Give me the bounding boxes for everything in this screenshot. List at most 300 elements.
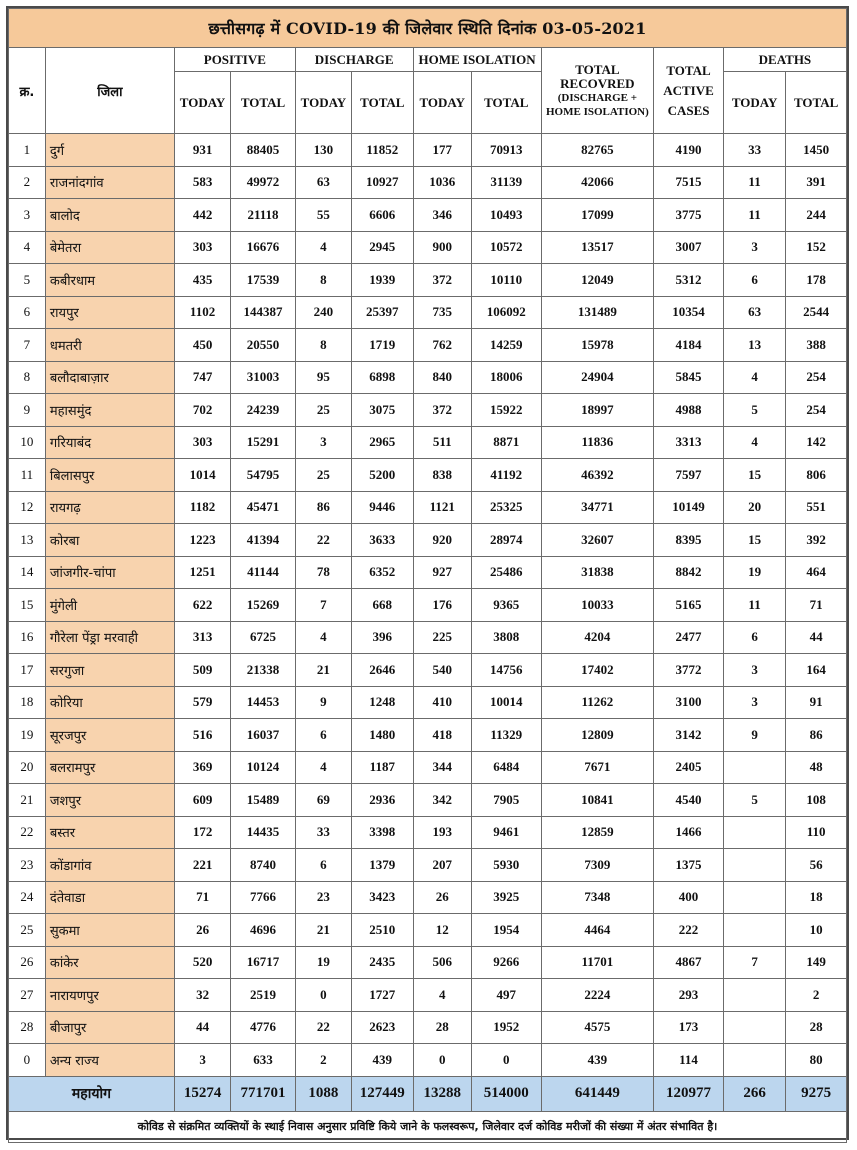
active-cases: 8395	[654, 524, 724, 557]
table-row	[9, 881, 847, 914]
table-row	[9, 1044, 847, 1077]
district-name: बालोद	[45, 199, 174, 232]
total-recovered: 2224	[541, 979, 654, 1012]
positive-total: 16037	[231, 719, 296, 752]
positive-today: 1182	[174, 491, 230, 524]
discharge-total: 2510	[352, 914, 413, 947]
district-name: बिलासपुर	[45, 459, 174, 492]
serial-no: 13	[9, 524, 46, 557]
table-row	[9, 264, 847, 297]
deaths-total: 91	[786, 686, 847, 719]
district-name: बेमेतरा	[45, 231, 174, 264]
home-isolation-total: 9461	[471, 816, 541, 849]
discharge-total: 3423	[352, 881, 413, 914]
deaths-today: 33	[723, 134, 785, 167]
deaths-today: 11	[723, 589, 785, 622]
positive-today: 609	[174, 784, 230, 817]
table-row	[9, 979, 847, 1012]
active-cases: 1466	[654, 816, 724, 849]
discharge-today: 23	[295, 881, 351, 914]
discharge-total: 1719	[352, 329, 413, 362]
serial-no: 17	[9, 654, 46, 687]
deaths-today: 3	[723, 231, 785, 264]
positive-total: 14453	[231, 686, 296, 719]
district-name: दुर्ग	[45, 134, 174, 167]
table-row	[9, 426, 847, 459]
table-row	[9, 134, 847, 167]
discharge-today: 69	[295, 784, 351, 817]
active-cases: 3775	[654, 199, 724, 232]
total-recovered: 46392	[541, 459, 654, 492]
home-isolation-total: 31139	[471, 166, 541, 199]
deaths-total: 164	[786, 654, 847, 687]
total-recovered: 15978	[541, 329, 654, 362]
district-name: कांकेर	[45, 946, 174, 979]
discharge-today: 19	[295, 946, 351, 979]
discharge-today: 4	[295, 621, 351, 654]
home-isolation-today: 1121	[413, 491, 471, 524]
positive-today: 622	[174, 589, 230, 622]
grand-total-positive-total: 771701	[231, 1076, 296, 1111]
active-cases: 7515	[654, 166, 724, 199]
positive-today: 303	[174, 426, 230, 459]
table-row	[9, 719, 847, 752]
total-recovered: 11701	[541, 946, 654, 979]
positive-total: 8740	[231, 849, 296, 882]
home-isolation-today: 735	[413, 296, 471, 329]
deaths-total: 178	[786, 264, 847, 297]
deaths-today: 5	[723, 784, 785, 817]
deaths-total: 28	[786, 1011, 847, 1044]
positive-today: 442	[174, 199, 230, 232]
deaths-today: 20	[723, 491, 785, 524]
serial-no: 5	[9, 264, 46, 297]
table-row	[9, 296, 847, 329]
positive-total: 10124	[231, 751, 296, 784]
deaths-total: 152	[786, 231, 847, 264]
active-cases: 2405	[654, 751, 724, 784]
discharge-total: 10927	[352, 166, 413, 199]
header-active-line2: ACTIVE	[663, 82, 714, 98]
table-row	[9, 394, 847, 427]
positive-total: 15269	[231, 589, 296, 622]
positive-total: 24239	[231, 394, 296, 427]
total-recovered: 439	[541, 1044, 654, 1077]
deaths-total: 149	[786, 946, 847, 979]
discharge-total: 6352	[352, 556, 413, 589]
positive-total: 88405	[231, 134, 296, 167]
positive-total: 49972	[231, 166, 296, 199]
active-cases: 114	[654, 1044, 724, 1077]
district-name: बलौदाबाज़ार	[45, 361, 174, 394]
discharge-today: 6	[295, 719, 351, 752]
total-recovered: 4464	[541, 914, 654, 947]
total-recovered: 31838	[541, 556, 654, 589]
grand-total-recovered: 641449	[541, 1076, 654, 1111]
active-cases: 3100	[654, 686, 724, 719]
positive-today: 303	[174, 231, 230, 264]
deaths-total: 244	[786, 199, 847, 232]
deaths-total: 254	[786, 361, 847, 394]
header-active-line3: CASES	[667, 102, 710, 118]
home-isolation-today: 12	[413, 914, 471, 947]
deaths-today	[723, 979, 785, 1012]
positive-total: 45471	[231, 491, 296, 524]
serial-no: 8	[9, 361, 46, 394]
header-positive-today: TODAY	[174, 72, 230, 134]
table-row	[9, 784, 847, 817]
total-recovered: 12049	[541, 264, 654, 297]
grand-total-home-total: 514000	[471, 1076, 541, 1111]
total-recovered: 4204	[541, 621, 654, 654]
deaths-total: 10	[786, 914, 847, 947]
total-recovered: 10033	[541, 589, 654, 622]
active-cases: 173	[654, 1011, 724, 1044]
positive-total: 54795	[231, 459, 296, 492]
active-cases: 4988	[654, 394, 724, 427]
home-isolation-total: 70913	[471, 134, 541, 167]
table-row	[9, 589, 847, 622]
active-cases: 3772	[654, 654, 724, 687]
home-isolation-total: 497	[471, 979, 541, 1012]
positive-total: 21338	[231, 654, 296, 687]
total-recovered: 131489	[541, 296, 654, 329]
table-row	[9, 654, 847, 687]
positive-total: 41394	[231, 524, 296, 557]
active-cases: 3142	[654, 719, 724, 752]
table-row	[9, 946, 847, 979]
discharge-total: 5200	[352, 459, 413, 492]
grand-total-deaths-total: 9275	[786, 1076, 847, 1111]
discharge-total: 6606	[352, 199, 413, 232]
deaths-total: 18	[786, 881, 847, 914]
header-total-recovered-line4: HOME ISOLATION)	[545, 105, 649, 118]
positive-total: 15291	[231, 426, 296, 459]
home-isolation-total: 25325	[471, 491, 541, 524]
positive-total: 20550	[231, 329, 296, 362]
total-recovered: 7309	[541, 849, 654, 882]
deaths-today	[723, 914, 785, 947]
serial-no: 16	[9, 621, 46, 654]
deaths-today	[723, 1011, 785, 1044]
report-title: छत्तीसगढ़ में COVID-19 की जिलेवार स्थिति दिनांक 03-05-2021	[9, 9, 847, 48]
positive-total: 4776	[231, 1011, 296, 1044]
discharge-total: 1727	[352, 979, 413, 1012]
table-row	[9, 686, 847, 719]
serial-no: 10	[9, 426, 46, 459]
active-cases: 4540	[654, 784, 724, 817]
total-recovered: 12859	[541, 816, 654, 849]
table-row	[9, 166, 847, 199]
discharge-total: 2623	[352, 1011, 413, 1044]
positive-total: 6725	[231, 621, 296, 654]
active-cases: 10149	[654, 491, 724, 524]
district-name: रायपुर	[45, 296, 174, 329]
total-recovered: 82765	[541, 134, 654, 167]
active-cases: 4867	[654, 946, 724, 979]
positive-today: 26	[174, 914, 230, 947]
serial-no: 6	[9, 296, 46, 329]
home-isolation-today: 418	[413, 719, 471, 752]
discharge-total: 1379	[352, 849, 413, 882]
serial-no: 26	[9, 946, 46, 979]
header-total-recovered-line3: (DISCHARGE +	[557, 91, 638, 104]
district-name: अन्य राज्य	[45, 1044, 174, 1077]
district-name: कबीरधाम	[45, 264, 174, 297]
table-row	[9, 524, 847, 557]
positive-today: 516	[174, 719, 230, 752]
grand-total-active: 120977	[654, 1076, 724, 1111]
table-row	[9, 199, 847, 232]
home-isolation-total: 5930	[471, 849, 541, 882]
district-status-table	[8, 8, 847, 1143]
deaths-today: 5	[723, 394, 785, 427]
discharge-total: 2435	[352, 946, 413, 979]
total-recovered: 18997	[541, 394, 654, 427]
active-cases: 293	[654, 979, 724, 1012]
grand-total-home-today: 13288	[413, 1076, 471, 1111]
discharge-total: 2965	[352, 426, 413, 459]
total-recovered: 17402	[541, 654, 654, 687]
discharge-today: 86	[295, 491, 351, 524]
district-rows	[9, 134, 847, 1077]
total-recovered: 17099	[541, 199, 654, 232]
home-isolation-total: 9365	[471, 589, 541, 622]
discharge-today: 22	[295, 524, 351, 557]
grand-total-deaths-today: 266	[723, 1076, 785, 1111]
district-name: राजनांदगांव	[45, 166, 174, 199]
serial-no: 7	[9, 329, 46, 362]
discharge-total: 396	[352, 621, 413, 654]
positive-today: 3	[174, 1044, 230, 1077]
deaths-total: 44	[786, 621, 847, 654]
deaths-today: 6	[723, 621, 785, 654]
serial-no: 11	[9, 459, 46, 492]
home-isolation-today: 927	[413, 556, 471, 589]
positive-total: 31003	[231, 361, 296, 394]
home-isolation-today: 372	[413, 264, 471, 297]
header-discharge: DISCHARGE	[295, 48, 413, 72]
deaths-today: 4	[723, 426, 785, 459]
header-total-recovered-line2: RECOVRED	[560, 75, 635, 91]
home-isolation-total: 25486	[471, 556, 541, 589]
deaths-today: 15	[723, 524, 785, 557]
home-isolation-today: 762	[413, 329, 471, 362]
discharge-today: 130	[295, 134, 351, 167]
discharge-total: 25397	[352, 296, 413, 329]
deaths-total: 56	[786, 849, 847, 882]
active-cases: 4190	[654, 134, 724, 167]
table-row	[9, 459, 847, 492]
home-isolation-total: 106092	[471, 296, 541, 329]
home-isolation-total: 15922	[471, 394, 541, 427]
discharge-today: 4	[295, 751, 351, 784]
district-name: कोंडागांव	[45, 849, 174, 882]
active-cases: 1375	[654, 849, 724, 882]
home-isolation-total: 11329	[471, 719, 541, 752]
active-cases: 3007	[654, 231, 724, 264]
total-recovered: 11262	[541, 686, 654, 719]
deaths-total: 86	[786, 719, 847, 752]
serial-no: 24	[9, 881, 46, 914]
positive-today: 583	[174, 166, 230, 199]
header-discharge-today: TODAY	[295, 72, 351, 134]
serial-no: 18	[9, 686, 46, 719]
grand-total-positive-today: 15274	[174, 1076, 230, 1111]
header-sno: क्र.	[9, 48, 46, 134]
home-isolation-total: 28974	[471, 524, 541, 557]
district-name: बीजापुर	[45, 1011, 174, 1044]
deaths-total: 108	[786, 784, 847, 817]
positive-today: 71	[174, 881, 230, 914]
deaths-total: 254	[786, 394, 847, 427]
active-cases: 4184	[654, 329, 724, 362]
grand-total-discharge-today: 1088	[295, 1076, 351, 1111]
total-recovered: 24904	[541, 361, 654, 394]
home-isolation-today: 177	[413, 134, 471, 167]
district-name: रायगढ़	[45, 491, 174, 524]
table-row	[9, 621, 847, 654]
discharge-total: 1480	[352, 719, 413, 752]
positive-today: 1223	[174, 524, 230, 557]
serial-no: 23	[9, 849, 46, 882]
home-isolation-total: 10110	[471, 264, 541, 297]
serial-no: 4	[9, 231, 46, 264]
positive-total: 2519	[231, 979, 296, 1012]
positive-today: 221	[174, 849, 230, 882]
serial-no: 27	[9, 979, 46, 1012]
positive-total: 4696	[231, 914, 296, 947]
discharge-today: 2	[295, 1044, 351, 1077]
positive-today: 579	[174, 686, 230, 719]
discharge-today: 22	[295, 1011, 351, 1044]
active-cases: 3313	[654, 426, 724, 459]
table-row	[9, 849, 847, 882]
total-recovered: 4575	[541, 1011, 654, 1044]
positive-today: 509	[174, 654, 230, 687]
deaths-total: 464	[786, 556, 847, 589]
home-isolation-today: 344	[413, 751, 471, 784]
discharge-total: 9446	[352, 491, 413, 524]
district-name: मुंगेली	[45, 589, 174, 622]
home-isolation-today: 920	[413, 524, 471, 557]
home-isolation-today: 342	[413, 784, 471, 817]
district-name: सुकमा	[45, 914, 174, 947]
discharge-today: 25	[295, 394, 351, 427]
positive-today: 369	[174, 751, 230, 784]
discharge-total: 3075	[352, 394, 413, 427]
active-cases: 10354	[654, 296, 724, 329]
serial-no: 14	[9, 556, 46, 589]
positive-today: 435	[174, 264, 230, 297]
home-isolation-total: 1952	[471, 1011, 541, 1044]
district-name: बलरामपुर	[45, 751, 174, 784]
discharge-today: 21	[295, 654, 351, 687]
positive-today: 931	[174, 134, 230, 167]
active-cases: 7597	[654, 459, 724, 492]
home-isolation-today: 176	[413, 589, 471, 622]
grand-total-discharge-total: 127449	[352, 1076, 413, 1111]
home-isolation-today: 1036	[413, 166, 471, 199]
deaths-total: 806	[786, 459, 847, 492]
discharge-total: 3398	[352, 816, 413, 849]
home-isolation-today: 506	[413, 946, 471, 979]
home-isolation-today: 410	[413, 686, 471, 719]
grand-total-label: महायोग	[9, 1076, 175, 1111]
total-recovered: 12809	[541, 719, 654, 752]
total-recovered: 7348	[541, 881, 654, 914]
deaths-total: 80	[786, 1044, 847, 1077]
discharge-total: 3633	[352, 524, 413, 557]
positive-total: 633	[231, 1044, 296, 1077]
active-cases: 400	[654, 881, 724, 914]
discharge-today: 0	[295, 979, 351, 1012]
serial-no: 9	[9, 394, 46, 427]
deaths-today: 9	[723, 719, 785, 752]
discharge-today: 95	[295, 361, 351, 394]
home-isolation-total: 10014	[471, 686, 541, 719]
discharge-today: 78	[295, 556, 351, 589]
active-cases: 5312	[654, 264, 724, 297]
discharge-total: 2936	[352, 784, 413, 817]
serial-no: 0	[9, 1044, 46, 1077]
total-recovered: 10841	[541, 784, 654, 817]
home-isolation-today: 372	[413, 394, 471, 427]
deaths-total: 388	[786, 329, 847, 362]
deaths-total: 48	[786, 751, 847, 784]
home-isolation-total: 8871	[471, 426, 541, 459]
deaths-total: 2544	[786, 296, 847, 329]
discharge-total: 1248	[352, 686, 413, 719]
district-name: जशपुर	[45, 784, 174, 817]
header-deaths-total: TOTAL	[786, 72, 847, 134]
home-isolation-today: 28	[413, 1011, 471, 1044]
header-home-total: TOTAL	[471, 72, 541, 134]
serial-no: 15	[9, 589, 46, 622]
home-isolation-today: 840	[413, 361, 471, 394]
discharge-today: 21	[295, 914, 351, 947]
header-district: जिला	[45, 48, 174, 134]
district-name: कोरिया	[45, 686, 174, 719]
home-isolation-today: 540	[413, 654, 471, 687]
header-positive-total: TOTAL	[231, 72, 296, 134]
home-isolation-total: 14756	[471, 654, 541, 687]
discharge-today: 4	[295, 231, 351, 264]
serial-no: 2	[9, 166, 46, 199]
deaths-total: 391	[786, 166, 847, 199]
discharge-today: 240	[295, 296, 351, 329]
positive-today: 1014	[174, 459, 230, 492]
header-active-cases	[654, 48, 724, 134]
home-isolation-total: 18006	[471, 361, 541, 394]
deaths-today	[723, 816, 785, 849]
serial-no: 1	[9, 134, 46, 167]
serial-no: 28	[9, 1011, 46, 1044]
district-name: धमतरी	[45, 329, 174, 362]
district-name: सरगुजा	[45, 654, 174, 687]
home-isolation-total: 0	[471, 1044, 541, 1077]
table-row	[9, 361, 847, 394]
discharge-today: 33	[295, 816, 351, 849]
header-home-today: TODAY	[413, 72, 471, 134]
home-isolation-today: 900	[413, 231, 471, 264]
total-recovered: 7671	[541, 751, 654, 784]
serial-no: 3	[9, 199, 46, 232]
serial-no: 22	[9, 816, 46, 849]
home-isolation-total: 14259	[471, 329, 541, 362]
total-recovered: 34771	[541, 491, 654, 524]
deaths-total: 142	[786, 426, 847, 459]
